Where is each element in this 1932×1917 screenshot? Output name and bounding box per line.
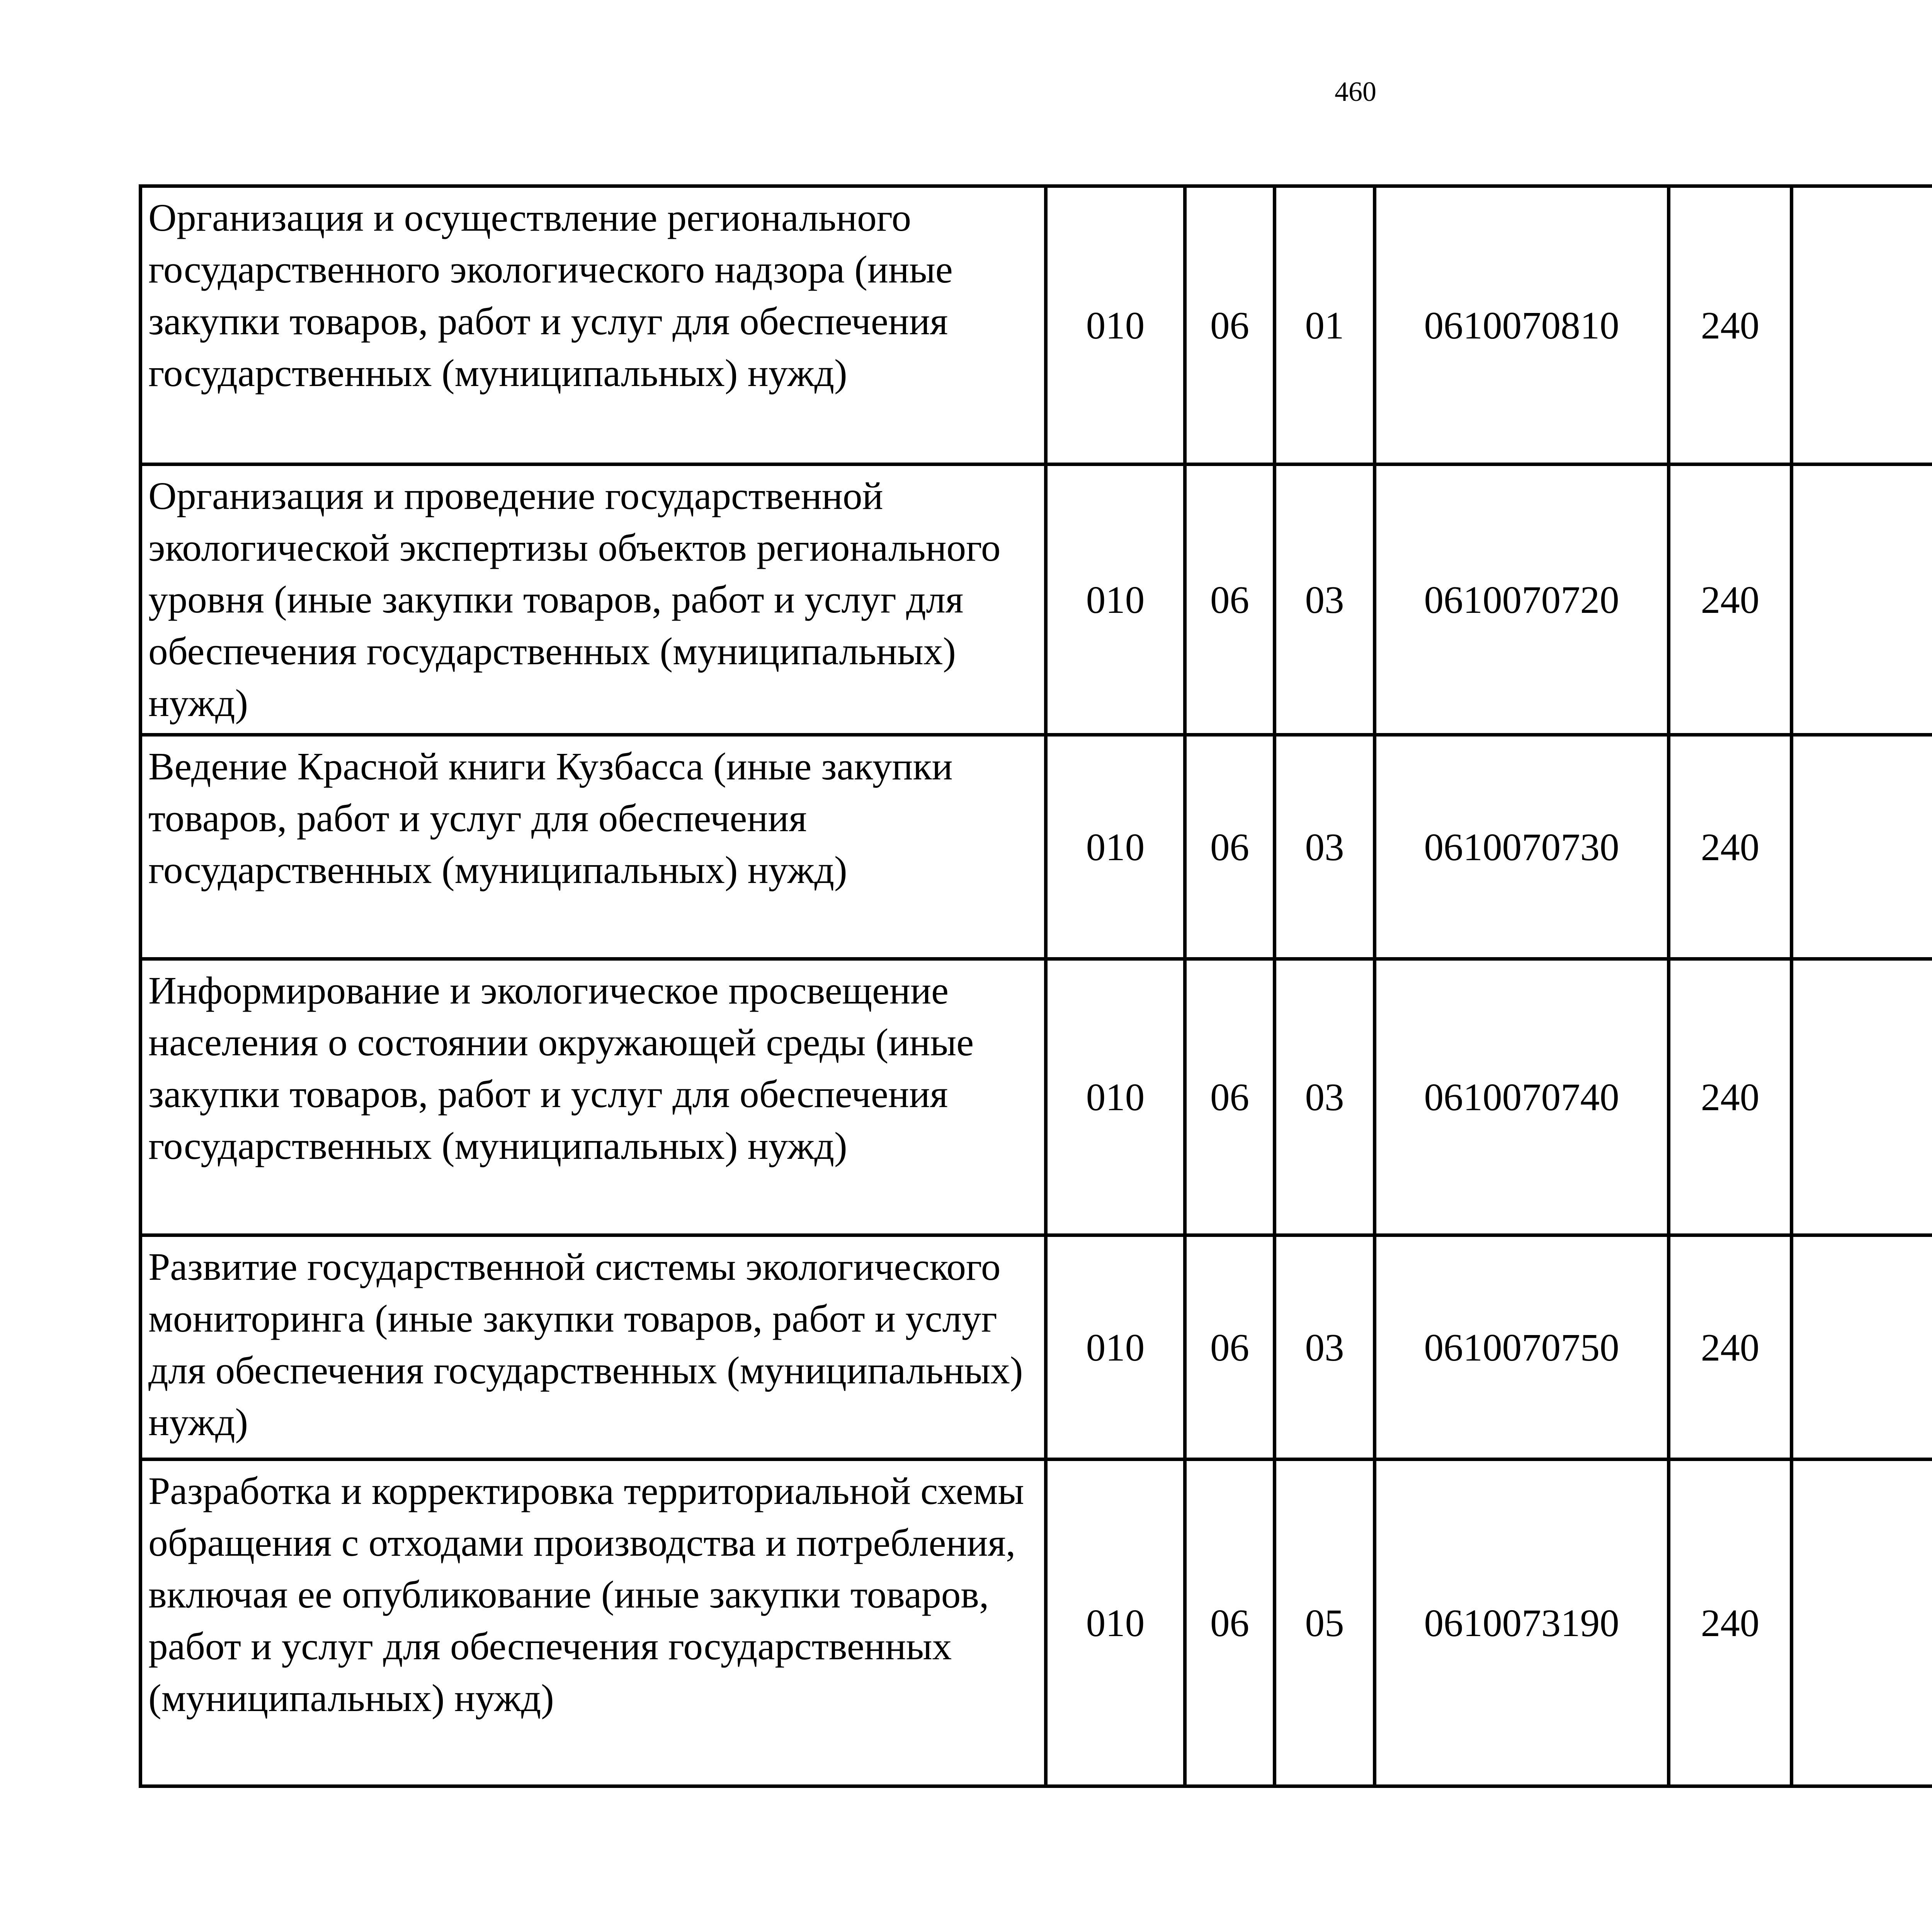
table-row	[141, 186, 1932, 464]
cell-section-code: 06	[1185, 735, 1275, 959]
cell-name: Организация и проведение государственной экологической экспертизы объектов регионального уровня (иные закупки товаров, работ и услуг для обеспечения государственных (муниципальных) нужд)	[141, 464, 1046, 735]
cell-ministry-code: 010	[1046, 1459, 1185, 1786]
cell-subsection-code: 03	[1275, 735, 1375, 959]
cell-section-code: 06	[1185, 959, 1275, 1235]
cell-target-article: 0610073190	[1375, 1459, 1669, 1786]
cell-amount-year1	[1792, 1459, 1932, 1786]
cell-ministry-code: 010	[1046, 186, 1185, 464]
cell-subsection-code: 01	[1275, 186, 1375, 464]
cell-ministry-code: 010	[1046, 464, 1185, 735]
cell-amount-year1	[1792, 735, 1932, 959]
cell-name: Информирование и экологическое просвещение населения о состоянии окружающей среды (иные закупки товаров, работ и услуг для обеспечения государственных (муниципальных) нужд)	[141, 959, 1046, 1235]
table-row	[141, 1235, 1932, 1459]
cell-expense-type: 240	[1669, 959, 1792, 1235]
table-row	[141, 959, 1932, 1235]
cell-target-article: 0610070740	[1375, 959, 1669, 1235]
cell-name: Разработка и корректировка территориальной схемы обращения с отходами производства и потребления, включая ее опубликование (иные закупки товаров, работ и услуг для обеспечения государственных (муниципальных) нужд)	[141, 1459, 1046, 1786]
cell-subsection-code: 03	[1275, 1235, 1375, 1459]
cell-expense-type: 240	[1669, 1235, 1792, 1459]
cell-section-code: 06	[1185, 186, 1275, 464]
cell-expense-type: 240	[1669, 464, 1792, 735]
cell-name: Развитие государственной системы экологического мониторинга (иные закупки товаров, работ и услуг для обеспечения государственных (муниципальных) нужд)	[141, 1235, 1046, 1459]
cell-section-code: 06	[1185, 1459, 1275, 1786]
cell-ministry-code: 010	[1046, 735, 1185, 959]
budget-table	[139, 184, 1932, 1788]
cell-target-article: 0610070750	[1375, 1235, 1669, 1459]
cell-ministry-code: 010	[1046, 1235, 1185, 1459]
cell-expense-type: 240	[1669, 1459, 1792, 1786]
cell-section-code: 06	[1185, 464, 1275, 735]
table-row	[141, 1459, 1932, 1786]
cell-subsection-code: 05	[1275, 1459, 1375, 1786]
cell-target-article: 0610070810	[1375, 186, 1669, 464]
cell-ministry-code: 010	[1046, 959, 1185, 1235]
cell-amount-year1	[1792, 959, 1932, 1235]
page-number: 460	[1335, 76, 1376, 107]
cell-name: Организация и осуществление регионального государственного экологического надзора (иные закупки товаров, работ и услуг для обеспечения государственных (муниципальных) нужд)	[141, 186, 1046, 464]
table-row	[141, 735, 1932, 959]
cell-expense-type: 240	[1669, 735, 1792, 959]
cell-amount-year1	[1792, 464, 1932, 735]
cell-target-article: 0610070730	[1375, 735, 1669, 959]
cell-expense-type: 240	[1669, 186, 1792, 464]
cell-amount-year1	[1792, 1235, 1932, 1459]
cell-name: Ведение Красной книги Кузбасса (иные закупки товаров, работ и услуг для обеспечения государственных (муниципальных) нужд)	[141, 735, 1046, 959]
table-row	[141, 464, 1932, 735]
cell-subsection-code: 03	[1275, 464, 1375, 735]
cell-section-code: 06	[1185, 1235, 1275, 1459]
cell-subsection-code: 03	[1275, 959, 1375, 1235]
cell-amount-year1	[1792, 186, 1932, 464]
cell-target-article: 0610070720	[1375, 464, 1669, 735]
